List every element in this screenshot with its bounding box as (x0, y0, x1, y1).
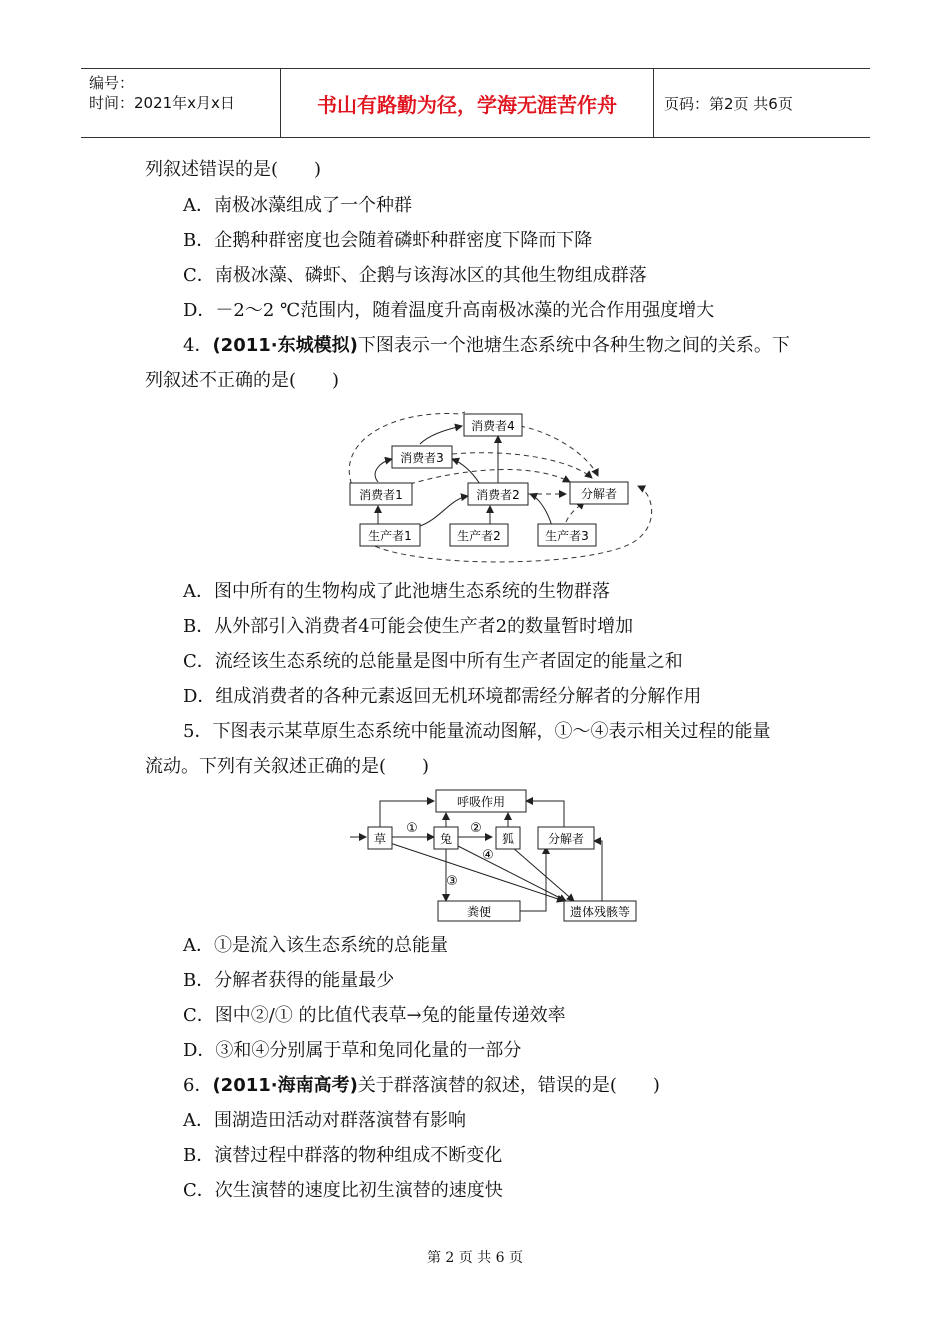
box-producer3 (538, 524, 596, 546)
box-consumer4 (464, 414, 522, 436)
q5-option-c: C．图中②/① 的比值代表草→兔的能量传递效率 (183, 1005, 566, 1026)
q5-option-b: B．分解者获得的能量最少 (183, 970, 395, 991)
label-consumer4: 消费者4 (471, 419, 515, 433)
pond-ecosystem-diagram (330, 404, 660, 564)
label-respiration: 呼吸作用 (456, 795, 506, 809)
label-fox: 狐 (501, 832, 515, 846)
q3-option-d: D．－2～2 ℃范围内，随着温度升高南极冰藻的光合作用强度增大 (183, 300, 715, 321)
box-consumer3 (392, 446, 452, 468)
q6-stem (183, 1074, 660, 1098)
q4-option-c: C．流经该生态系统的总能量是图中所有生产者固定的能量之和 (183, 651, 683, 672)
marker-3: ③ (446, 874, 458, 889)
box-decomposer (538, 827, 594, 849)
q3-option-b: B．企鹅种群密度也会随着磷虾种群密度下降而下降 (183, 230, 593, 251)
box-producer2 (450, 524, 508, 546)
box-feces (438, 901, 520, 921)
q6-stem-text: 关于群落演替的叙述，错误的是( ) (357, 1075, 660, 1096)
label-producer2: 生产者2 (457, 529, 501, 543)
marker-2: ② (470, 821, 482, 836)
q3-option-c: C．南极冰藻、磷虾、企鹅与该海冰区的其他生物组成群落 (183, 265, 647, 286)
label-decomposer: 分解者 (580, 487, 618, 501)
q5-stem-line1: 5．下图表示某草原生态系统中能量流动图解，①～④表示相关过程的能量 (183, 721, 771, 742)
label-consumer1: 消费者1 (359, 488, 403, 502)
page-header (81, 68, 870, 138)
decomposer-to-respiration (526, 801, 564, 827)
rabbit-to-remains (456, 845, 566, 901)
number-label: 编号： (89, 74, 135, 92)
q4-option-b: B．从外部引入消费者4可能会使生产者2的数量暂时增加 (183, 616, 634, 637)
label-producer3: 生产者3 (545, 529, 589, 543)
label-decomposer: 分解者 (547, 832, 585, 846)
c3-to-c4 (420, 426, 462, 444)
q4-stem: 下图表示一个池塘生态系统中各种生物之间的关系。下 (357, 335, 790, 356)
q4-option-d: D．组成消费者的各种元素返回无机环境都需经分解者的分解作用 (183, 686, 702, 707)
q6-source: (2011·海南高考) (212, 1075, 358, 1096)
c4-to-decomposer (520, 426, 598, 476)
p3-to-c2 (530, 494, 552, 526)
header-page-info: 页码：第2页 共6页 (664, 94, 793, 113)
q5-option-d: D．③和④分别属于草和兔同化量的一部分 (183, 1040, 522, 1061)
c1-to-decomposer (410, 470, 570, 485)
box-consumer1 (350, 483, 412, 505)
q5-option-a: A．①是流入该生态系统的总能量 (183, 935, 448, 956)
box-producer1 (360, 524, 420, 546)
box-fox (496, 827, 520, 849)
p3-to-decomposer (566, 502, 584, 522)
q4-number: 4． (183, 335, 213, 356)
q4-source: (2011·东城模拟) (212, 335, 358, 356)
box-decomposer (570, 482, 628, 504)
q6-option-a: A．围湖造田活动对群落演替有影响 (183, 1110, 466, 1131)
grass-to-remains (390, 843, 564, 901)
box-remains (564, 901, 636, 921)
remains-right-edge (594, 841, 602, 847)
label-feces: 粪便 (466, 905, 492, 919)
c1-to-c3 (375, 459, 392, 482)
fox-to-remains (512, 847, 574, 901)
marker-1: ① (406, 821, 418, 836)
q3-option-a: A．南极冰藻组成了一个种群 (183, 195, 412, 216)
header-motto: 书山有路勤为径，学海无涯苦作舟 (281, 69, 654, 137)
label-rabbit: 兔 (439, 832, 453, 846)
q4-stem-line2: 列叙述不正确的是( ) (145, 370, 340, 391)
box-consumer2 (468, 483, 528, 505)
marker-4: ④ (482, 848, 494, 863)
q4-option-a: A．图中所有的生物构成了此池塘生态系统的生物群落 (183, 581, 610, 602)
q6-option-b: B．演替过程中群落的物种组成不断变化 (183, 1145, 503, 1166)
q4-stem-line1 (183, 334, 790, 358)
p1-to-c2 (420, 496, 468, 526)
box-respiration (436, 790, 526, 812)
time-label: 时间：2021年x月x日 (89, 94, 235, 112)
feces-to-decomposer (520, 847, 546, 911)
q6-number: 6． (183, 1075, 213, 1096)
label-producer1: 生产者1 (368, 529, 412, 543)
energy-flow-diagram (346, 787, 646, 923)
header-meta (81, 69, 281, 137)
label-consumer2: 消费者2 (476, 488, 520, 502)
label-remains: 遗体残骸等 (569, 905, 631, 919)
q3-stem-tail: 列叙述错误的是( ) (145, 159, 322, 180)
q6-option-c: C．次生演替的速度比初生演替的速度快 (183, 1180, 503, 1201)
page-footer: 第 2 页 共 6 页 (426, 1250, 524, 1266)
q5-stem-line2: 流动。下列有关叙述正确的是( ) (145, 756, 430, 777)
label-consumer3: 消费者3 (400, 451, 444, 465)
box-rabbit (434, 827, 458, 849)
box-grass (368, 827, 392, 849)
label-grass: 草 (373, 832, 387, 846)
